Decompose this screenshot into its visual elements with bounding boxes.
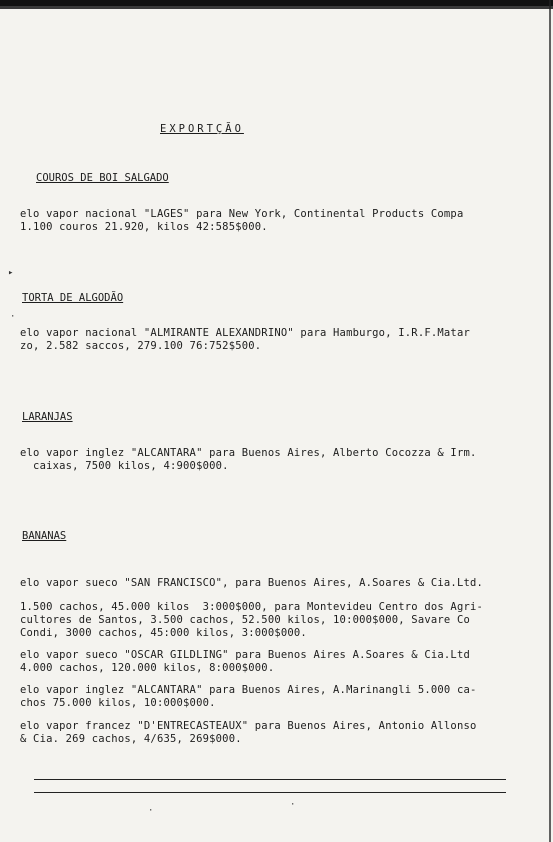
bottom-rule-1 [34,779,506,780]
section-heading-laranjas: LARANJAS [22,411,73,423]
entry-bananas-5-line-2: & Cia. 269 cachos, 4/635, 269$000. [20,733,242,745]
scan-speck: ▸ [8,268,14,278]
scan-speck: · [148,806,154,816]
entry-bananas-2-line-2: cultores de Santos, 3.500 cachos, 52.500 kilos, 10:000$000, Savare Co [20,614,470,626]
scan-speck: · [10,312,16,322]
entry-bananas-5-line-1: elo vapor francez "D'ENTRECASTEAUX" para Buenos Aires, Antonio Allonso [20,720,477,732]
entry-laranjas-line-2: caixas, 7500 kilos, 4:900$000. [20,460,229,472]
entry-bananas-3-line-1: elo vapor sueco "OSCAR GILDLING" para Buenos Aires A.Soares & Cia.Ltd [20,649,470,661]
entry-bananas-2-line-3: Condi, 3000 cachos, 45:000 kilos, 3:000$000. [20,627,307,639]
bottom-rule-2 [34,792,506,793]
entry-bananas-1-line-1: elo vapor sueco "SAN FRANCISCO", para Buenos Aires, A.Soares & Cia.Ltd. [20,577,484,589]
entry-bananas-4-line-2: chos 75.000 kilos, 10:000$000. [20,697,216,709]
entry-couros-line-1: elo vapor nacional "LAGES" para New York, Continental Products Compa [20,208,464,220]
section-heading-couros: COUROS DE BOI SALGADO [36,172,169,184]
entry-torta-line-2: zo, 2.582 saccos, 279.100 76:752$500. [20,340,262,352]
entry-bananas-4-line-1: elo vapor inglez "ALCANTARA" para Buenos Aires, A.Marinangli 5.000 ca- [20,684,477,696]
document-title: EXPORTÇÃO [160,123,244,135]
section-heading-torta: TORTA DE ALGODÃO [22,292,124,304]
scan-speck: · [290,800,296,810]
scan-top-border [0,0,553,14]
section-heading-bananas: BANANAS [22,530,67,542]
entry-bananas-2-line-1: 1.500 cachos, 45.000 kilos 3:000$000, para Montevideu Centro dos Agri- [20,601,484,613]
entry-torta-line-1: elo vapor nacional "ALMIRANTE ALEXANDRINO" para Hamburgo, I.R.F.Matar [20,327,470,339]
entry-couros-line-2: 1.100 couros 21.920, kilos 42:585$000. [20,221,268,233]
entry-bananas-3-line-2: 4.000 cachos, 120.000 kilos, 8:000$000. [20,662,275,674]
entry-laranjas-line-1: elo vapor inglez "ALCANTARA" para Buenos Aires, Alberto Cocozza & Irm. [20,447,477,459]
scan-right-border [547,0,553,842]
